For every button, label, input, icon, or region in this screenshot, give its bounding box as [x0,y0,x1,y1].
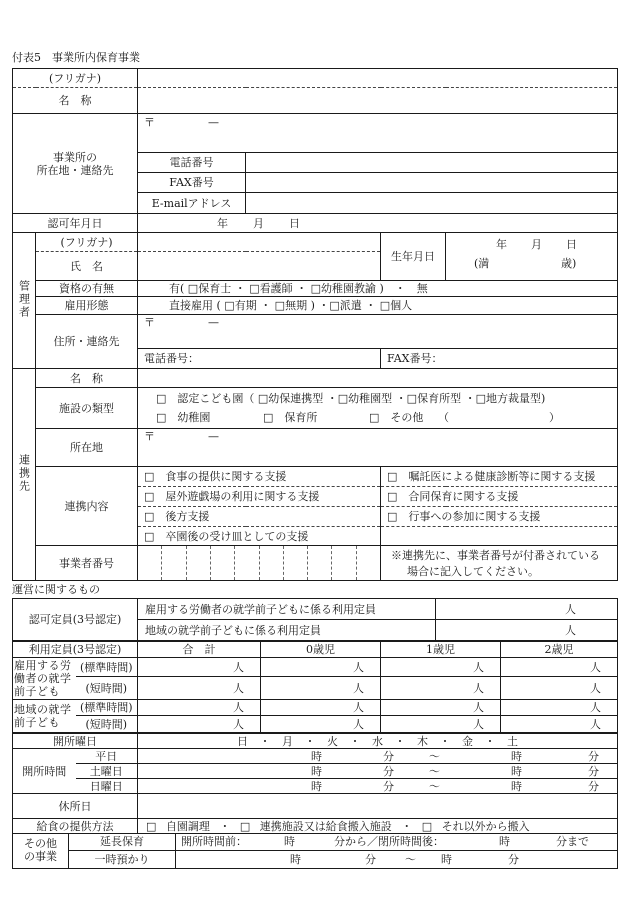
other-services-label [13,833,69,868]
facility-type-kindergarten[interactable]: □ 幼稚園 [156,411,211,424]
digit-box[interactable] [162,546,186,580]
manager-furigana-field[interactable] [138,233,381,252]
manager-birthdate-label: 生年月日 [381,233,446,281]
usage-value[interactable]: 人 [138,677,261,700]
business-number-field[interactable] [138,546,381,581]
temporary-care-field[interactable] [176,850,618,868]
minute-unit: 分 [383,750,394,763]
support-content-label: 連携内容 [36,467,138,546]
partner-name-label: 名 称 [36,369,138,388]
closed-days-label: 休所日 [13,794,138,819]
office-email-field[interactable] [246,193,618,214]
open-hours-row-label: 日曜日 [76,779,138,794]
usage-value[interactable]: 人 [138,716,261,733]
usage-column-header: 0歳児 [261,642,381,658]
office-fax-field[interactable] [246,173,618,193]
open-days-label: 開所曜日 [13,734,138,749]
approved-capacity-table [12,598,618,641]
usage-row-label: (短時間) [76,716,138,733]
birth-day-unit: 日 [566,238,578,251]
postal-dash: — [208,430,220,443]
usage-value[interactable]: 人 [501,716,618,733]
manager-name-field[interactable] [138,252,381,281]
other-paren-close: ） [549,411,561,424]
facility-type-certified[interactable]: □ 認定こども園（ □幼保連携型 ・□幼稚園型 ・□保育所型 ・□地方裁量型) [156,392,546,405]
digit-box[interactable] [308,546,332,580]
manager-phone-field[interactable]: 電話番号： [138,349,381,369]
support-item[interactable]: □ 卒園後の受け皿としての支援 [138,527,381,546]
support-item-empty [381,527,618,546]
hour-unit: 時 [511,750,522,763]
office-postal-address-field[interactable] [138,114,618,153]
office-phone-label: 電話番号 [138,153,246,173]
digit-box[interactable] [235,546,259,580]
meal-method-label: 給食の提供方法 [13,819,138,834]
minute-unit: 分 [383,780,394,793]
manager-name-label: 氏 名 [36,252,138,281]
usage-capacity-table [12,641,618,733]
usage-group-label [13,658,76,700]
digit-box[interactable] [187,546,211,580]
office-name-label: 名 称 [13,88,138,114]
partner-name-field[interactable] [138,369,618,388]
manager-birthdate-field[interactable] [446,233,618,281]
postal-mark: 〒 [144,116,156,129]
office-address-label [13,114,138,214]
partner-location-field[interactable] [138,429,618,467]
postal-mark: 〒 [144,430,156,443]
date-month-unit: 月 [253,217,265,230]
approved-capacity-row-label: 地域の就学前子どもに係る利用定員 [138,620,436,641]
age-open: (満 [474,257,490,270]
usage-value[interactable]: 人 [261,658,381,677]
extended-care-field[interactable] [176,833,618,850]
open-hours-field[interactable] [138,779,618,794]
usage-value[interactable]: 人 [261,677,381,700]
support-item[interactable]: □ 食事の提供に関する支援 [138,467,381,487]
operations-section-title: 運営に関するもの [12,583,100,596]
hour-unit: 時 [311,750,322,763]
manager-postal-address-field[interactable] [138,315,618,349]
usage-group-label [13,700,76,733]
support-item[interactable]: □ 合同保育に関する支援 [381,487,618,507]
manager-address-label: 住所・連絡先 [36,315,138,369]
digit-box[interactable] [138,546,162,580]
usage-value[interactable]: 人 [261,716,381,733]
manager-qualification-options[interactable]: 有( □保育士 ・ □看護師 ・ □幼稚園教諭 ) ・ 無 [138,281,618,297]
usage-column-header: 1歳児 [381,642,501,658]
support-item[interactable]: □ 後方支援 [138,507,381,527]
usage-value[interactable]: 人 [138,700,261,716]
extended-from-label: 分から／閉所時間後： [334,835,444,848]
postal-mark: 〒 [144,316,156,329]
manager-qualification-label: 資格の有無 [36,281,138,297]
meal-method-options[interactable]: □ 自園調理 ・ □ 連携施設又は給食搬入施設 ・ □ それ以外から搬入 [138,819,618,834]
digit-box[interactable] [357,546,380,580]
usage-group-label-line: 雇用する労 [14,659,72,672]
manager-section-label: 管理者 [17,279,31,319]
usage-row-label: (標準時間) [76,700,138,716]
closed-days-field[interactable] [138,794,618,819]
extended-until-label: 分まで [556,835,589,848]
support-item[interactable]: □ 嘱託医による健康診断等に関する支援 [381,467,618,487]
minute-unit: 分 [365,852,376,866]
usage-column-header: 合 計 [138,642,261,658]
minute-unit: 分 [588,750,599,763]
facility-type-nursery[interactable]: □ 保育所 [263,411,318,424]
approved-capacity-value[interactable]: 人 [436,620,618,641]
partner-section-label: 連携先 [17,453,31,493]
range-separator: 〜 [429,765,440,778]
facility-type-options[interactable] [138,388,618,429]
business-number-note-line1: ※連携先に、事業者番号が付番されている [391,548,601,562]
digit-box[interactable] [260,546,284,580]
office-name-field[interactable] [138,88,618,114]
office-fax-label: FAX番号 [138,173,246,193]
approval-date-field[interactable] [138,214,618,233]
usage-group-label-line: 地域の就学 [14,703,72,716]
postal-dash: — [208,316,220,329]
facility-info-table [12,68,618,581]
range-separator: 〜 [429,750,440,763]
hour-unit: 時 [311,780,322,793]
approved-capacity-label: 認可定員(3号認定) [13,599,138,641]
usage-value[interactable]: 人 [381,658,501,677]
usage-value[interactable]: 人 [501,658,618,677]
other-paren-open: （ [438,411,450,424]
business-number-note [381,546,618,581]
open-days-options[interactable]: 日 ・ 月 ・ 火 ・ 水 ・ 木 ・ 金 ・ 土 [138,734,618,749]
other-services-label-line2: の事業 [24,850,57,864]
usage-value[interactable]: 人 [501,677,618,700]
hour-unit: 時 [311,765,322,778]
open-hours-row-label: 土曜日 [76,764,138,779]
other-services-label-line1: その他 [24,837,57,851]
usage-value[interactable]: 人 [501,700,618,716]
temporary-care-label: 一時預かり [69,850,176,868]
open-hours-row-label: 平日 [76,749,138,764]
manager-employment-options[interactable]: 直接雇用 ( □有期 ・ □無期 ) ・□派遣 ・ □個人 [138,297,618,315]
support-item[interactable]: □ 屋外遊戯場の利用に関する支援 [138,487,381,507]
range-separator: 〜 [429,780,440,793]
extended-care-label: 延長保育 [69,833,176,850]
business-number-boxes [138,546,380,580]
approved-capacity-value[interactable]: 人 [436,599,618,620]
facility-type-label: 施設の類型 [36,388,138,429]
postal-dash: — [208,116,220,129]
manager-section-cell [13,233,36,369]
usage-capacity-label: 利用定員(3号認定) [13,642,138,658]
minute-unit: 分 [588,765,599,778]
open-hours-label: 開所時間 [13,749,76,794]
office-address-label-line2: 所在地・連絡先 [36,163,114,177]
support-item[interactable]: □ 行事への参加に関する支援 [381,507,618,527]
open-hours-field[interactable] [138,749,618,764]
usage-column-header: 2歳児 [501,642,618,658]
hour-unit: 時 [511,765,522,778]
usage-group-label-line: 前子ども [14,685,60,698]
usage-group-label-line: 働者の就学 [14,672,72,685]
date-day-unit: 日 [289,217,301,230]
open-hours-field[interactable] [138,764,618,779]
usage-value[interactable]: 人 [381,700,501,716]
office-furigana-field[interactable] [138,69,618,88]
form-caption: 付表5 事業所内保育事業 [12,51,140,64]
usage-value[interactable]: 人 [381,716,501,733]
hour-unit: 時 [284,835,295,848]
usage-group-label-line: 前子ども [14,716,60,729]
other-services-table [12,833,618,869]
usage-value[interactable]: 人 [381,677,501,700]
digit-box[interactable] [332,546,356,580]
range-separator: 〜 [405,852,416,866]
office-phone-field[interactable] [246,153,618,173]
office-furigana-label: (フリガナ) [13,69,138,88]
manager-furigana-label: (フリガナ) [36,233,138,252]
opening-schedule-table [12,733,618,834]
office-address-label-line1: 事業所の [53,150,97,164]
usage-row-label: (短時間) [76,677,138,700]
minute-unit: 分 [588,780,599,793]
business-number-note-line2: 場合に記入してください。 [407,564,540,578]
manager-fax-field[interactable]: FAX番号： [381,349,618,369]
office-email-label: E-mailアドレス [138,193,246,214]
partner-location-label: 所在地 [36,429,138,467]
digit-box[interactable] [211,546,235,580]
approval-date-label: 認可年月日 [13,214,138,233]
birth-month-unit: 月 [531,238,543,251]
manager-employment-label: 雇用形態 [36,297,138,315]
usage-value[interactable]: 人 [261,700,381,716]
business-number-label: 事業者番号 [36,546,138,581]
hour-unit: 時 [290,852,301,866]
minute-unit: 分 [383,765,394,778]
date-year-unit: 年 [217,217,229,230]
extended-before-label: 開所時間前： [181,835,247,848]
partner-section-cell [13,369,36,581]
usage-row-label: (標準時間) [76,658,138,677]
hour-unit: 時 [441,852,452,866]
birth-year-unit: 年 [496,238,508,251]
usage-value[interactable]: 人 [138,658,261,677]
age-close: 歳) [561,257,577,270]
hour-unit: 時 [499,835,510,848]
approved-capacity-row-label: 雇用する労働者の就学前子どもに係る利用定員 [138,599,436,620]
hour-unit: 時 [511,780,522,793]
facility-type-other[interactable]: □ その他 [369,411,424,424]
digit-box[interactable] [284,546,308,580]
minute-unit: 分 [508,852,519,866]
